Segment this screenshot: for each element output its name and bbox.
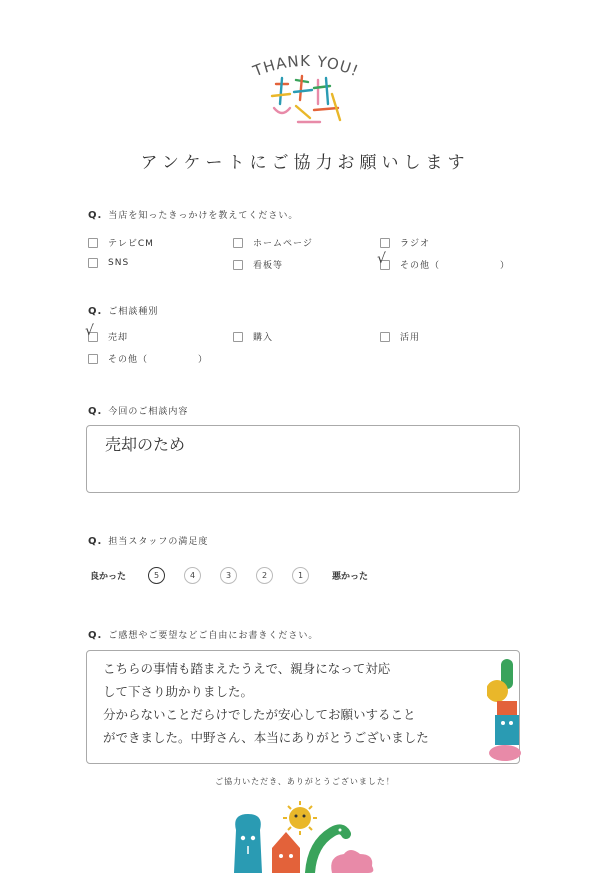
q3-answer-box[interactable] (86, 425, 520, 493)
q4-mark: Q. (88, 536, 103, 547)
q3-mark: Q. (88, 406, 103, 417)
option-label: ホームページ (253, 239, 313, 249)
option-label: 活用 (400, 333, 421, 343)
q1-question (88, 208, 298, 221)
option-label: 購入 (253, 333, 274, 343)
page-title: アンケートにご協力お願いします (140, 153, 470, 173)
q2-question (88, 304, 158, 317)
q4-text: 担当スタッフの満足度 (108, 537, 209, 547)
q5-answer-text (103, 657, 503, 749)
footer-thanks: ご協力いただき、ありがとうございました！ (215, 777, 395, 786)
checkbox[interactable] (88, 354, 98, 364)
q4-question (88, 534, 208, 547)
q5-question (88, 628, 318, 641)
answer-line: こちらの事情も踏まえたうえで、親身になって対応 (103, 661, 391, 676)
q2-option-sell[interactable] (85, 322, 129, 343)
answer-line: して下さり助かりました。 (103, 684, 254, 699)
checkbox[interactable] (88, 258, 98, 268)
rating-4[interactable]: 4 (184, 567, 201, 584)
q1-mark: Q. (88, 210, 103, 221)
checkbox-checked[interactable] (377, 250, 400, 270)
answer-line: ができました。中野さん、本当にありがとうございました (103, 730, 429, 745)
option-label: 看板等 (253, 261, 284, 271)
q1-option-tv[interactable] (88, 236, 154, 249)
answer-line: 分からないことだらけでしたが安心してお願いすること (103, 707, 416, 722)
q1-text: 当店を知ったきっかけを教えてください。 (108, 211, 299, 221)
option-label: 売却 (108, 333, 129, 343)
q2-mark: Q. (88, 306, 103, 317)
q2-option-buy[interactable] (233, 330, 273, 343)
q2-text: ご相談種別 (108, 307, 159, 317)
q1-option-radio[interactable] (380, 236, 430, 249)
q1-option-other[interactable] (377, 250, 511, 271)
rating-5[interactable]: 5 (148, 567, 165, 584)
q2-option-utilize[interactable] (380, 330, 420, 343)
rating-2[interactable]: 2 (256, 567, 273, 584)
monster-illustration-icon (487, 657, 521, 761)
q3-answer-text: 売却のため (105, 435, 186, 454)
checkbox-checked[interactable] (85, 322, 108, 342)
rating-1[interactable]: 1 (292, 567, 309, 584)
bad-label: 悪かった (332, 572, 369, 582)
satisfaction-scale (90, 567, 368, 584)
q1-option-signboard[interactable] (233, 258, 283, 271)
checkbox[interactable] (88, 238, 98, 248)
checkbox[interactable] (233, 238, 243, 248)
q5-mark: Q. (88, 630, 103, 641)
q2-option-other[interactable] (88, 352, 208, 365)
check-mark-icon: √ (377, 250, 387, 267)
q5-answer-box[interactable] (86, 650, 520, 764)
q1-option-sns[interactable] (88, 258, 129, 268)
checkbox[interactable] (380, 238, 390, 248)
colorful-logo (268, 74, 344, 128)
q3-question (88, 404, 188, 417)
checkbox[interactable] (233, 260, 243, 270)
q3-text: 今回のご相談内容 (108, 407, 189, 417)
option-label: その他（ ） (400, 261, 511, 271)
svg-text:THANK YOU!: THANK YOU! (250, 51, 362, 81)
checkbox[interactable] (233, 332, 243, 342)
option-label: テレビCM (108, 239, 154, 249)
monster-characters-icon (228, 800, 378, 873)
rating-3[interactable]: 3 (220, 567, 237, 584)
option-label: ラジオ (400, 239, 431, 249)
q1-option-homepage[interactable] (233, 236, 313, 249)
checkbox[interactable] (380, 332, 390, 342)
check-mark-icon: √ (85, 322, 95, 339)
option-label: SNS (108, 258, 130, 268)
q5-text: ご感想やご要望などご自由にお書きください。 (108, 631, 319, 641)
good-label: 良かった (90, 572, 127, 582)
option-label: その他（ ） (108, 355, 209, 365)
